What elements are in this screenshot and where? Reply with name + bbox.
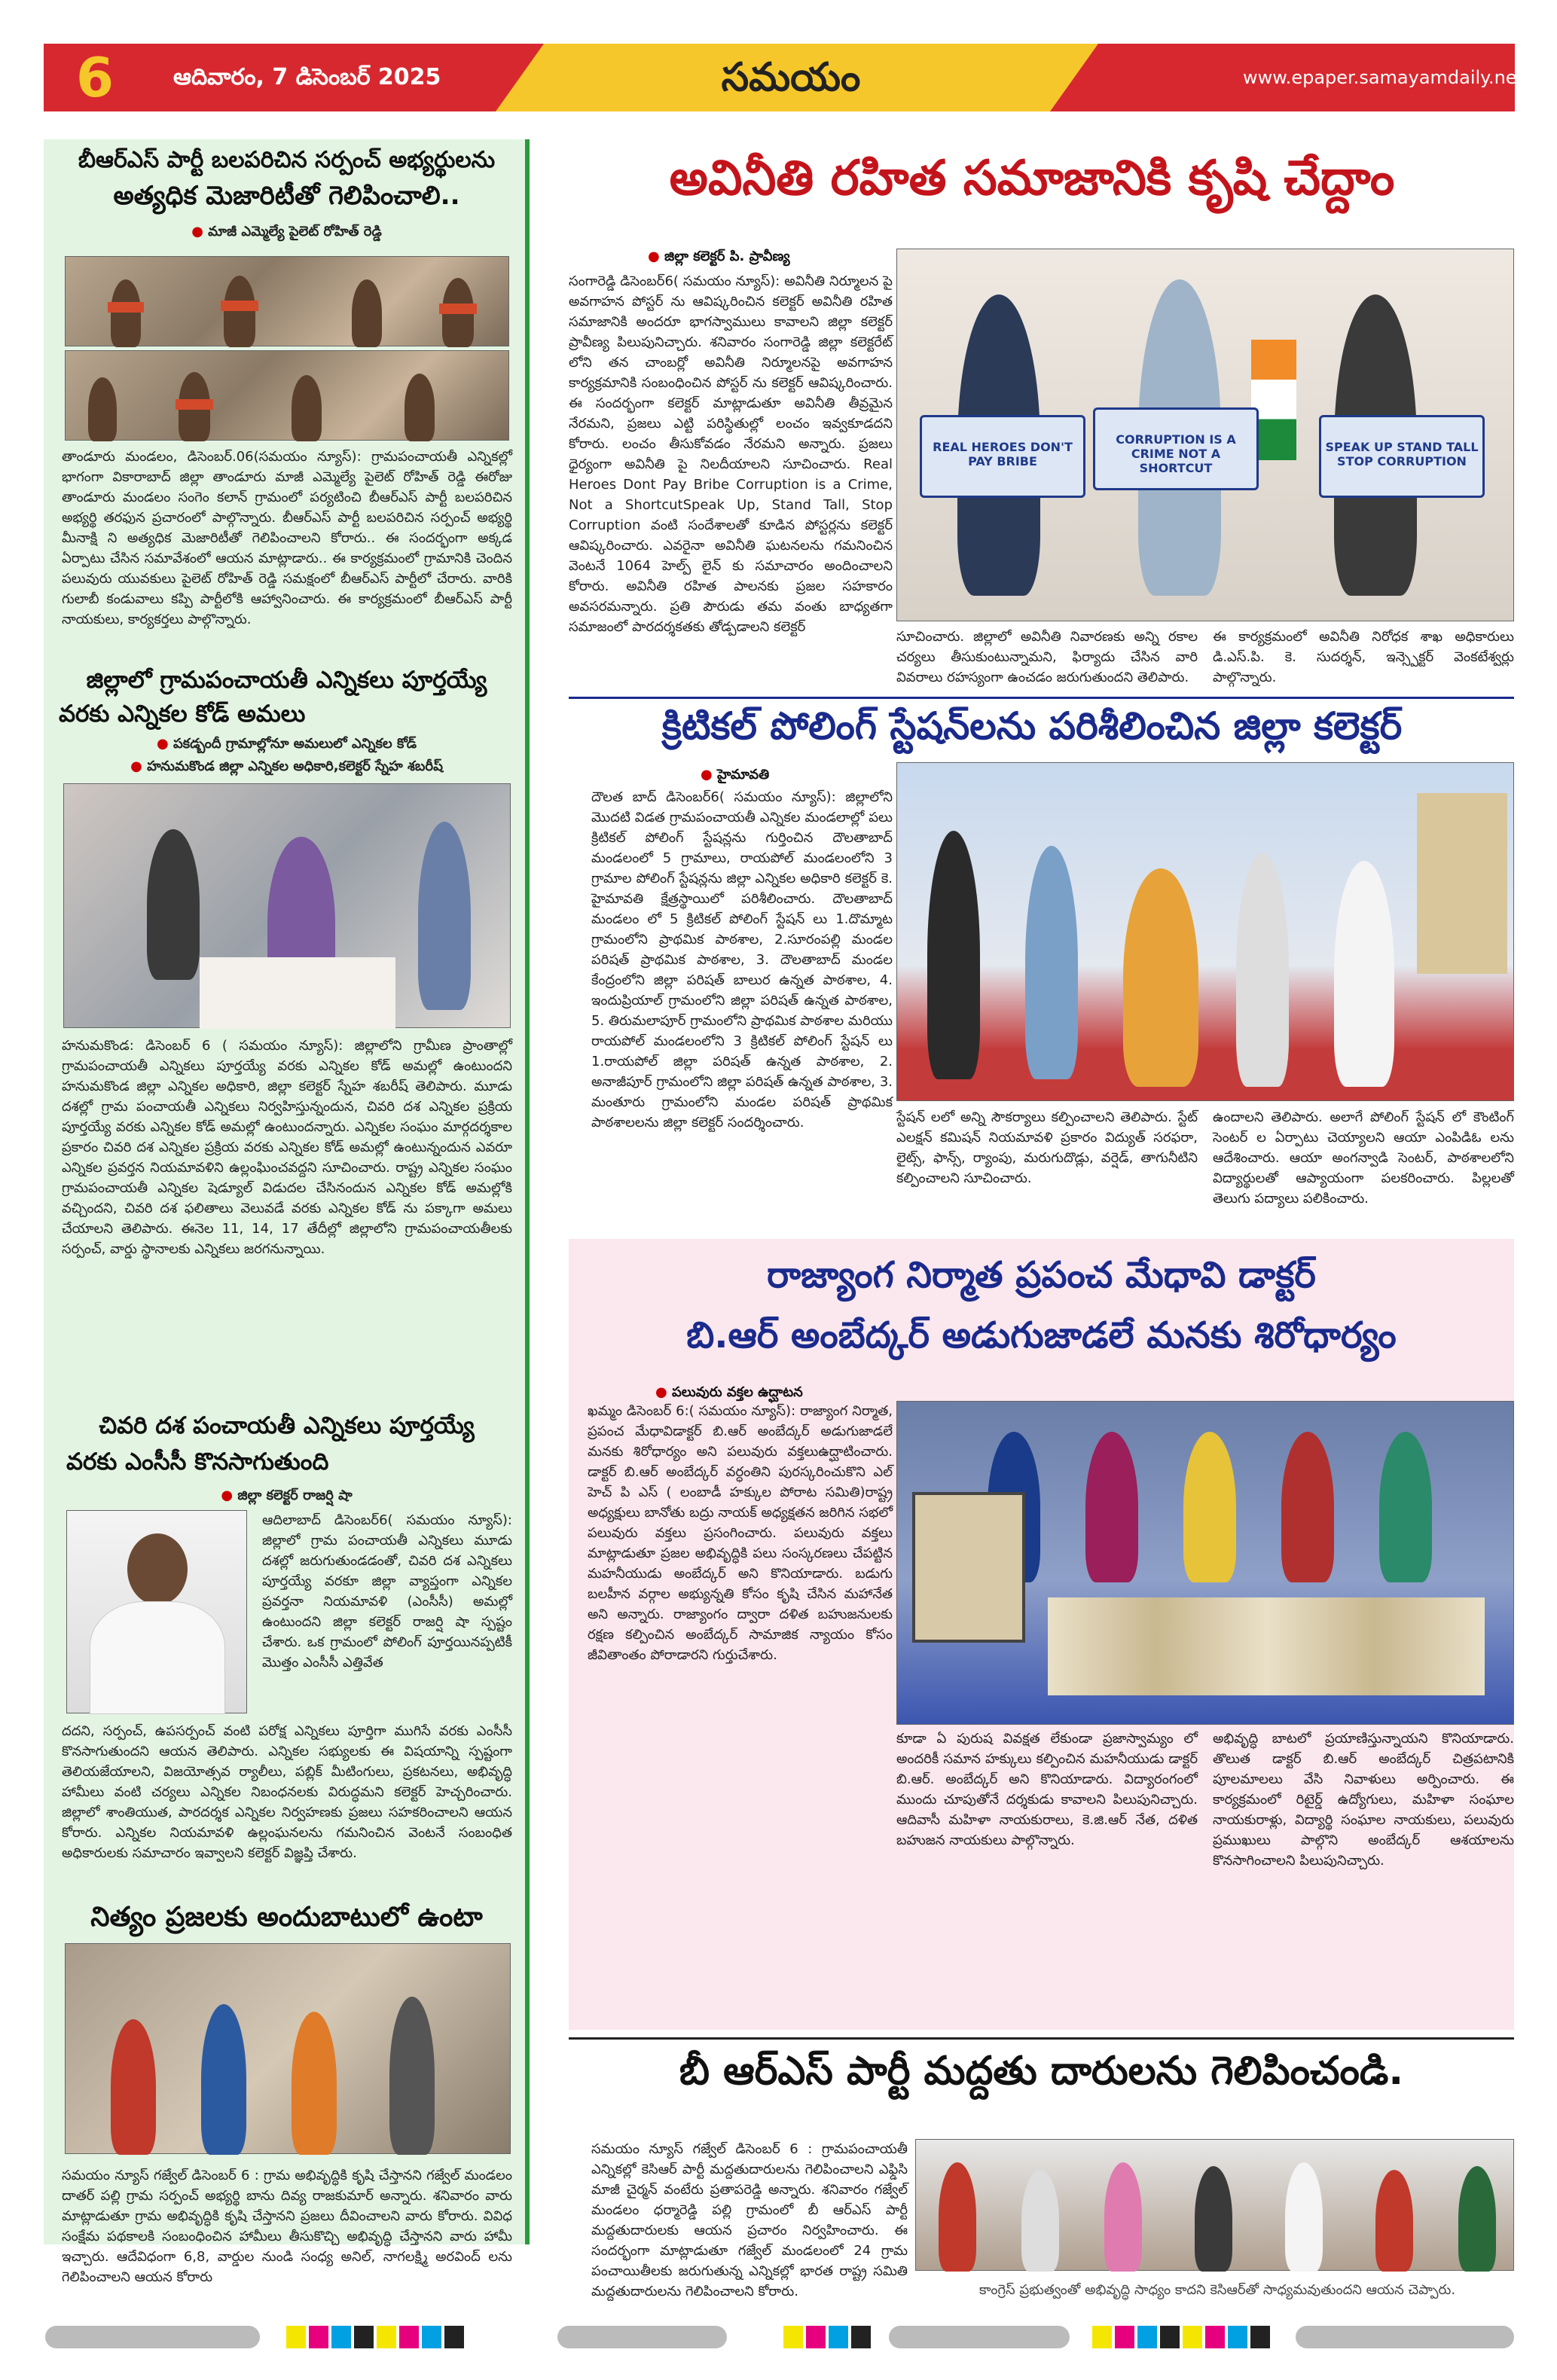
- right-story2-body: దౌలత బాద్ డిసెంబర్6( సమయం న్యూస్): జిల్లాలోని మొదటి విడత గ్రామపంచాయతీ ఎన్నికల మండలాల్లో పలు క్రిటికల్ పోలింగ్ స్టేషన్లను గుర్తించిన దౌలతాబాద్ మండలంలో 5 గ్రామాలు, రాయపోల్ మండలంలోని 3 గ్రామాల పోలింగ్ స్టేషన్లను జిల్లా ఎన్నికల అధికారి కలెక్టర్ కె. హైమావతి క్షేత్రస్థాయిలో పరిశీలించారు. దౌలతాబాద్ మండలం లో 5 క్రిటికల్ పోలింగ్ స్టేషన్ లు 1.దొమ్మాట గ్రామంలోని ప్రాథమిక పాఠశాల, 2.సూరంపల్లి మండల పరిషత్ ప్రాథమిక పాఠశాల, 3. దౌలతాబాద్ మండల కేంద్రంలోని జిల్లా పరిషత్ బాలుర ఉన్నత పాఠశాల, 4. ఇందుప్రియాల్ గ్రామంలోని జిల్లా పరిషత్ ఉన్నత పాఠశాల, 5. తిరుమలాపూర్ గ్రామంలోని ప్రాథమిక పాఠశాల మరియు రాయపోల్ మండలంలోని 3 క్రిటికల్ పోలింగ్ స్టేషన్ లు 1.రాయపోల్ జిల్లా పరిషత్ ఉన్నత పాఠశాల, 2. అనాజీపూర్ గ్రామంలోని జిల్లా పరిషత్ ఉన్నత పాఠశాల, 3. మంతూరు గ్రామంలోని మండల పరిషత్ ప్రాథమిక పాఠశాలలను జిల్లా కలెక్టర్ సందర్శించారు.: [591, 789, 893, 1130]
- right-story3-byline: ● పలువురు వక్తల ఉద్ఘాటన: [655, 1384, 803, 1400]
- story4-headline[interactable]: నిత్యం ప్రజలకు అందుబాటులో ఉంటా: [90, 1902, 483, 1933]
- right-story3-photo: [896, 1401, 1514, 1725]
- story3-headline-line1[interactable]: చివరి దశ పంచాయతీ ఎన్నికలు పూర్తయ్యే: [99, 1412, 475, 1439]
- right-story3-body: ఖమ్మం డిసెంబర్ 6:( సమయం న్యూస్): రాజ్యాంగ నిర్మాత, ప్రపంచ మేధావిడాక్టర్ బి.ఆర్ అంబేద్కర్ అడుగుజాడలే మనకు శిరోధార్యం అని పలువురు వక్తలుఉద్ఘాటించారు. డాక్టర్ బి.ఆర్ అంబేద్కర్ వర్ధంతిని పురస్కరించుకొని ఎల్ హెచ్ పి ఎస్ ( లంబాడీ హక్కుల పోరాట సమితి)రాష్ట్ర అధ్యక్షులు బానోతు బద్రు నాయక్ అధ్యక్షతన జరిగిన సభలో పలువురు వక్తలు ప్రసంగించారు. పలువురు వక్తలు మాట్లాడుతూ ప్రజల అభివృద్ధికి పలు సంస్కరణలు చేపట్టిన మహనీయుడు అంబేద్కర్ అని కొనియాడారు. బడుగు బలహీన వర్గాల అభ్యున్నతి కోసం కృషి చేసిన మహానేత అని అన్నారు. రాజ్యాంగం ద్వారా దళిత బహుజనులకు రక్షణ కల్పించిన అంబేద్కర్ సామాజిక న్యాయం కోసం జీవితాంతం పోరాడారని గుర్తుచేశారు.: [588, 1403, 893, 1663]
- poster-real-heroes: REAL HEROES DON'T PAY BRIBE: [920, 415, 1085, 498]
- right-story2-body-below2: ఉందాలని తెలిపారు. అలాగే పోలింగ్ స్టేషన్ లో కౌంటింగ్ సెంటర్ ల ఏర్పాటు చెయ్యాలని ఆయా ఎంపిడిఓ లను ఆదేశించారు. ఆయా అంగన్వాడి సెంటర్, పాఠశాలలోని విద్యార్థులతో ఆప్యాయంగా పలకరించారు. పిల్లలతో తెలుగు పద్యాలు పలికించారు.: [1213, 1109, 1514, 1207]
- story4-body: సమయం న్యూస్ గజ్వేల్ డిసెంబర్ 6 : గ్రామ అభివృద్ధికి కృషి చేస్తానని గజ్వేల్ మండలం దాతర్ పల్లి గ్రామ సర్పంచ్ అభ్యర్థి బాను దివ్య రాజకుమార్ అన్నారు. శనివారం వారు మాట్లాడుతూ గ్రామ అభివృద్ధికి కృషి చేస్తానని ప్రజలు దీవించాలని వారు కోరారు. వివిధ సంక్షేమ పథకాలకి సంబంధించిన హామీలు తీసుకొచ్చి అభివృద్ధి చేస్తానని వారు హామీ ఇచ్చారు. ఆదేవిధంగా 6,8, వార్డుల నుండి సంధ్య అనిల్, నాగలక్ష్మి అరవింద్ లను గెలిపించాలని ఆయన కోరారు: [62, 2168, 512, 2285]
- right-story1-body: సంగారెడ్డి డిసెంబర్6( సమయం న్యూస్): అవినీతి నిర్మూలన పై అవగాహన పోస్టర్ ను ఆవిష్కరించిన కలెక్టర్ అవినీతి రహిత సమాజానికి అందరూ భాగస్వాములు కావాలని జిల్లా కలెక్టర్ ప్రావీణ్య పిలుపునిచ్చారు. శనివారం సంగారెడ్డి జిల్లా కలెక్టరేట్ లోని తన చాంబర్లో అవినీతి నిర్మూలనపై అవగాహన కార్యక్రమానికి సంబంధించిన పోస్టర్ ను కలెక్టర్ ఆవిష్కరించారు. ఈ సందర్భంగా కలెక్టర్ మాట్లాడుతూ అవినీతి తీవ్రమైన నేరమని, ప్రజలు ఎట్టి పరిస్థితుల్లో లంచం ఇవ్వకూడదని కోరారు. లంచం తీసుకోవడం నేరమని అన్నారు. ప్రజలు ధైర్యంగా అవినీతి పై నిలదీయాలని సూచించారు. Real Heroes Dont Pay Bribe Corruption is a Crime, Not a ShortcutSpeak Up, Stand Tall, Stop Corruption వంటి సందేశాలతో కూడిన పోస్టర్లను కలెక్టర్ ఆవిష్కరించారు. ఎవరైనా అవినీతి ఘటనలను గమనించిన వెంటనే 1064 హెల్ప్ లైన్ కు సమాచారం అందించాలని కోరారు. అవినీతి రహిత పాలనకు ప్రజల సహకారం అవసరమన్నారు. ప్రతి పౌరుడు తమ వంతు బాధ్యతగా సమాజంలో పారదర్శకతకు తోడ్పడాలని కలెక్టర్: [569, 273, 893, 635]
- poster-speak-up: SPEAK UP STAND TALL STOP CORRUPTION: [1319, 415, 1485, 498]
- story2-photo: [63, 783, 511, 1028]
- right-story2-body-below: స్టేషన్ లలో అన్ని సౌకర్యాలు కల్పించాలని తెలిపారు. స్టేట్ ఎలక్షన్ కమిషన్ నియమావళి ప్రకారం విద్యుత్ సరఫరా, లైట్స్, ఫాన్స్, ర్యాంపు, మరుగుదొడ్లు, వర్షెడ్, తాగునీటిని కల్పించాలని సూచించారు.: [896, 1109, 1198, 1186]
- story3-collector-photo: [66, 1510, 247, 1713]
- poster-corruption-crime: CORRUPTION IS A CRIME NOT A SHORTCUT: [1093, 407, 1259, 490]
- divider-2: [569, 2037, 1514, 2040]
- right-story2-headline[interactable]: క్రిటికల్ పోలింగ్ స్టేషన్‌లను పరిశీలించిన జిల్లా కలెక్టర్: [661, 704, 1403, 748]
- right-story4-photo: [915, 2139, 1514, 2271]
- story2-body: హనుమకొండ: డిసెంబర్ 6 ( సమయం న్యూస్): జిల్లాలోని గ్రామీణ ప్రాంతాల్లో గ్రామపంచాయతీ ఎన్నికలు పూర్తయ్యే వరకు ఎన్నికల కోడ్ అమల్లో ఉంటుందని హనుమకొండ జిల్లా ఎన్నికల అధికారి, జిల్లా కలెక్టర్ స్నేహ శబరీష్ తెలిపారు. మూడు దశల్లో గ్రామ పంచాయతీ ఎన్నికలు నిర్వహిస్తున్నందున, చివరి దశ ఎన్నికల ప్రక్రియ పూర్తయ్యే వరకు ఎన్నికల కోడ్ అమల్లో ఉంటుందన్నారు. ఎన్నికల సంఘం మార్గదర్శకాల ప్రకారం చివరి దశ ఎన్నికల ప్రక్రియ వరకు ఎన్నికల కోడ్ అమల్లో ఉంటున్నందున ఎవరూ ఎన్నికల ప్రవర్తన నియమావళిని ఉల్లంఘించవద్దని సూచించారు. రాష్ట్ర ఎన్నికల సంఘం గ్రామపంచాయతీ ఎన్నికల షెడ్యూల్ విడుదల చేసినందున ఎన్నికల కోడ్ అమల్లోకి వచ్చిందని, చివరి దశ ఫలితాలు వెలువడే వరకు ఎన్నికల కోడ్ ను పక్కాగా అమలు చేయాలని తెలిపారు. ఈనెల 11, 14, 17 తేదీల్లో జిల్లాలోని గ్రామపంచాయతీలకు సర్పంచ్, వార్డు స్థానాలకు ఎన్నికలు జరగనున్నాయి.: [62, 1038, 512, 1257]
- story2-byline2: ● హనుమకొండ జిల్లా ఎన్నికల అధికారి,కలెక్టర్ స్నేహ శబరీష్: [130, 758, 443, 774]
- story4-photo: [65, 1943, 511, 2154]
- right-story1-byline: ● జిల్లా కలెక్టర్ పి. ప్రావీణ్య: [648, 249, 790, 264]
- right-story3-body-below: కూడా ఏ పురుష వివక్షత లేకుండా ప్రజాస్వామ్యం లో అందరికీ సమాన హక్కులు కల్పించిన మహనీయుడు డాక్టర్ బి.ఆర్. అంబేద్కర్ అని కొనియాడారు. విద్యారంగంలో ముందు చూపుతోనే దర్శకుడు కావాలని పిలుపునిచ్చారు. ఆదివాసీ మహిళా నాయకురాలు, కె.జి.ఆర్ నేత, దళిత బహుజన నాయకులు పాల్గొన్నారు.: [896, 1731, 1198, 1848]
- story1-photo-top: [65, 256, 509, 346]
- story3-body-right: ఆదిలాబాద్ డిసెంబర్6( సమయం న్యూస్): జిల్లాలో గ్రామ పంచాయతీ ఎన్నికలు మూడు దశల్లో జరుగుతుండడంతో, చివరి దశ ఎన్నికలు పూర్తయ్యే వరకూ జిల్లా వ్యాప్తంగా ఎన్నికల ప్రవర్తనా నియమావళి (ఎంసీసీ) అమల్లో ఉంటుందని జిల్లా కలెక్టర్ రాజర్షి షా స్పష్టం చేశారు. ఒక గ్రామంలో పోలింగ్ పూర్తయినప్పటికీ మొత్తం ఎంసీసీ ఎత్తివేత: [262, 1512, 512, 1671]
- divider-1: [569, 697, 1514, 699]
- story2-headline-line1[interactable]: జిల్లాలో గ్రామపంచాయతీ ఎన్నికలు పూర్తయ్యే: [86, 667, 487, 694]
- story1-headline-line1[interactable]: బీఆర్ఎస్ పార్టీ బలపరిచిన సర్పంచ్ అభ్యర్థులను: [78, 147, 496, 173]
- right-story4-body: సమయం న్యూస్ గజ్వేల్ డిసెంబర్ 6 : గ్రామపంచాయతీ ఎన్నికల్లో కెసిఆర్ పార్టీ మద్దతుదారులను గెలిపించాలని ఎఫ్డిసి మాజీ చైర్మన్ వంటేరు ప్రతాపరెడ్డి అన్నారు. శనివారం గజ్వేల్ మండలం ధర్మారెడ్డి పల్లి గ్రామంలో బీ ఆర్ఎస్ పార్టీ మద్దతుదారులకు ఆయన ప్రచారం నిర్వహించారు. ఈ సందర్భంగా మాట్లాడుతూ గజ్వేల్ మండలంలో 24 గ్రామ పంచాయితీలకు జరుగుతున్న ఎన్నికల్లో భారత రాష్ట్ర సమితి మద్దతుదారులను గెలిపించాలని కోరారు.: [591, 2141, 908, 2299]
- right-story1-body-below: సూచించారు. జిల్లాలో అవినీతి నివారణకు అన్ని రకాల చర్యలు తీసుకుంటున్నామని, ఫిర్యాదు చేసిన వారి వివరాలు రహస్యంగా ఉంచడం జరుగుతుందని తెలిపారు.: [896, 629, 1198, 685]
- right-story2-photo: [896, 762, 1514, 1101]
- story2-byline1: ● పకడ్బందీ గ్రామాల్లోనూ అమలులో ఎన్నికల కోడ్: [156, 736, 417, 752]
- left-column: [44, 139, 530, 2285]
- right-story4-caption: కాంగ్రెస్ ప్రభుత్వంతో అభివృద్ధి సాధ్యం కాదని కెసిఆర్‌తో సాధ్యమవుతుందని ఆయన చెప్పారు.: [979, 2282, 1456, 2298]
- registration-bar-2: [889, 2326, 1070, 2348]
- right-story1-body-below2: ఈ కార్యక్రమంలో అవినీతి నిరోధక శాఖ అధికారులు డి.ఎస్.పి. కె. సుదర్శన్, ఇన్స్పెక్టర్ వెంకటేశ్వర్లు పాల్గొన్నారు.: [1213, 629, 1514, 685]
- right-story1-photo: [896, 249, 1514, 621]
- right-story2-byline: ● హైమావతి: [701, 767, 770, 783]
- right-story4-headline[interactable]: బీ ఆర్ఎస్ పార్టీ మద్దతు దారులను గెలిపించండి.: [679, 2049, 1404, 2094]
- story1-photo-bottom: [65, 350, 509, 441]
- right-story3-body-below2: అభివృద్ధి బాటలో ప్రయాణిస్తున్నాయని కొనియాడారు. తొలుత డాక్టర్ బి.ఆర్ అంబేద్కర్ చిత్రపటానికి పూలమాలలు వేసి నివాళులు అర్పించారు. ఈ కార్యక్రమంలో రిటైర్డ్ ఉద్యోగులు, మహిళా సంఘాల నాయకురాళ్లు, విద్యార్థి సంఘాల నాయకులు, పలువురు ప్రముఖులు పాల్గొని అంబేద్కర్ ఆశయాలను కొనసాగించాలని పిలుపునిచ్చారు.: [1213, 1731, 1514, 1869]
- right-story3-headline-line1[interactable]: రాజ్యాంగ నిర్మాత ప్రపంచ మేధావి డాక్టర్: [767, 1254, 1316, 1296]
- registration-bar-1: [45, 2326, 260, 2348]
- right-story1-headline[interactable]: అవినీతి రహిత సమాజానికి కృషి చేద్దాం: [669, 151, 1395, 206]
- story1-byline: ● మాజీ ఎమ్మెల్యే పైలెట్ రోహిత్ రెడ్డి: [191, 224, 382, 240]
- paper-name: సమయం: [721, 55, 861, 100]
- epaper-url[interactable]: www.epaper.samayamdaily.net: [1243, 67, 1524, 88]
- story2-headline-line2[interactable]: వరకు ఎన్నికల కోడ్ అమలు: [59, 700, 306, 728]
- right-story3-headline-line2[interactable]: బి.ఆర్ అంబేద్కర్ అడుగుజాడలే మనకు శిరోధార్యం: [686, 1314, 1397, 1356]
- registration-bar-3: [1296, 2326, 1514, 2348]
- page-number: 6: [75, 46, 114, 109]
- issue-date: ఆదివారం, 7 డిసెంబర్ 2025: [173, 64, 441, 90]
- story3-byline: ● జిల్లా కలెక్టర్ రాజర్షి షా: [221, 1488, 353, 1503]
- story3-headline-line2[interactable]: వరకు ఎంసీసీ కొనసాగుతుంది: [66, 1448, 329, 1475]
- story1-body: తాండూరు మండలం, డిసెంబర్.06(సమయం న్యూస్): గ్రామపంచాయతీ ఎన్నికల్లో భాగంగా వికారాబాద్ జిల్లా తాండూరు మాజీ ఎమ్మెల్యే పైలెట్ రోహిత్ రెడ్డి ఈరోజు తాండూరు మండలం సంగెం కలాన్ గ్రామంలో పర్యటించి బీఆర్ఎస్ పార్టీ బలపరిచిన అభ్యర్థి తరఫున ప్రచారంలో పాల్గొన్నారు. బీఆర్ఎస్ పార్టీ బలపరిచిన సర్పంచ్ అభ్యర్థి మీనాక్షి ని అత్యధిక మెజారిటీతో గెలిపించాలని కోరారు.. ఈ సందర్భంగా అక్కడ ఏర్పాటు చేసిన సమావేశంలో ఆయన మాట్లాడారు.. ఈ కార్యక్రమంలో గ్రామానికి చెందిన పలువురు యువకులు పైలెట్ రోహిత్ రెడ్డి సమక్షంలో బీఆర్ఎస్ పార్టీలో చేరారు. వారికి గులాబీ కండువాలు కప్పి పార్టీలోకి ఆహ్వానించారు. ఈ కార్యక్రమంలో బీఆర్ఎస్ పార్టీ నాయకులు, కార్యకర్తలు పాల్గొన్నారు.: [62, 449, 512, 627]
- story1-headline-line2[interactable]: అత్యధిక మెజారిటీతో గెలిపించాలి..: [113, 181, 460, 211]
- story3-body-full: దదని, సర్పంచ్, ఉపసర్పంచ్ వంటి పరోక్ష ఎన్నికలు పూర్తిగా ముగిసే వరకు ఎంసీసీ కొనసాగుతుందని ఆయన తెలిపారు. ఎన్నికల సభ్యులకు ఈ విషయాన్ని స్పష్టంగా తెలియజేయాలని, విజయోత్సవ ర్యాలీలు, పబ్లిక్ మీటింగులు, ప్రకటనలు, అభివృద్ధి హామీలు వంటి చర్యలు ఎన్నికల నిబంధనలకు విరుద్ధమని కలెక్టర్ హెచ్చరించారు. జిల్లాలో శాంతియుత, పారదర్శక ఎన్నికల నిర్వహణకు ప్రజలు సహకరించాలని ఆయన కోరారు. ఎన్నికల నియమావళి ఉల్లంఘనలను గమనించిన వెంటనే సంబంధిత అధికారులకు సమాచారం ఇవ్వాలని కలెక్టర్ విజ్ఞప్తి చేశారు.: [62, 1723, 512, 1861]
